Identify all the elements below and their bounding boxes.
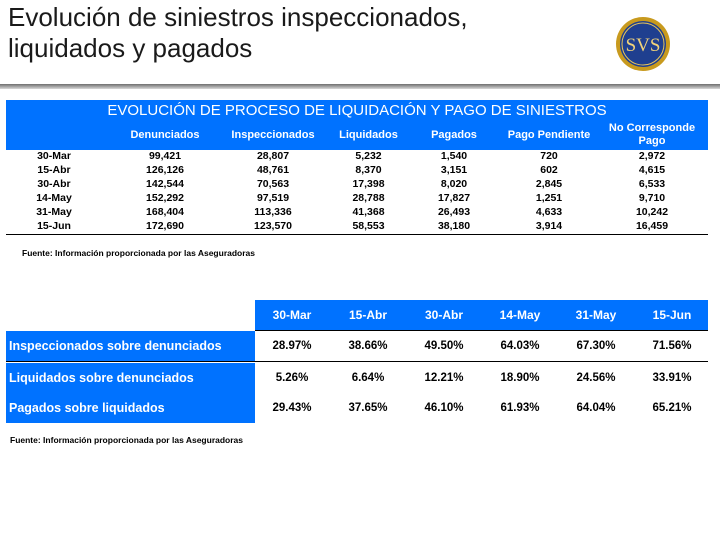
cell: 28,807 <box>256 150 290 162</box>
logo-text: SVS <box>625 35 661 56</box>
row-date: 15-Jun <box>37 220 71 232</box>
table2-source-note: Fuente: Información proporcionada por las Aseguradoras <box>10 435 243 445</box>
col-header: Liquidados <box>339 129 398 141</box>
cell: 17,827 <box>437 192 471 204</box>
ratio-cell: 6.64% <box>351 372 385 384</box>
cell: 2,845 <box>535 178 563 190</box>
ratio-cell: 67.30% <box>576 340 616 352</box>
process-table-body <box>6 150 708 235</box>
ratio-cell: 12.21% <box>424 372 464 384</box>
process-table-header <box>6 100 708 150</box>
title-text <box>8 2 468 64</box>
table-row <box>6 150 708 164</box>
cell: 16,459 <box>635 220 669 232</box>
cell: 1,251 <box>535 192 563 204</box>
cell: 152,292 <box>146 192 184 204</box>
cell: 1,540 <box>440 150 468 162</box>
cell: 10,242 <box>635 206 669 218</box>
table-row <box>6 164 708 178</box>
date-header: 15-Abr <box>348 308 387 322</box>
ratio-cell: 5.26% <box>275 372 309 384</box>
table-row <box>6 178 708 192</box>
ratio-cell: 49.50% <box>424 340 464 352</box>
cell: 172,690 <box>146 220 184 232</box>
row-date: 30-Mar <box>37 150 71 162</box>
ratio-cell: 71.56% <box>652 340 692 352</box>
cell: 113,336 <box>254 206 292 218</box>
ratio-cell: 65.21% <box>652 402 692 414</box>
row-date: 31-May <box>36 206 72 218</box>
cell: 8,370 <box>355 164 382 176</box>
cell: 8,020 <box>440 178 468 190</box>
ratio-cell: 46.10% <box>424 402 464 414</box>
date-header: 30-Mar <box>272 308 312 322</box>
cell: 58,553 <box>352 220 385 232</box>
cell: 48,761 <box>256 164 290 176</box>
row-date: 30-Abr <box>37 178 71 190</box>
cell: 5,232 <box>355 150 382 162</box>
svs-logo <box>613 14 673 74</box>
ratio-cell: 28.97% <box>272 340 312 352</box>
ratio-cell: 61.93% <box>500 402 540 414</box>
ratio-table-header <box>255 300 708 330</box>
cell: 123,570 <box>254 220 292 232</box>
ratio-cell: 18.90% <box>500 372 540 384</box>
cell: 41,368 <box>352 206 385 218</box>
title-divider <box>0 84 720 89</box>
cell: 142,544 <box>146 178 184 190</box>
row-label: Inspeccionados sobre denunciados <box>6 331 255 361</box>
col-header: No Corresponde Pago <box>608 122 696 147</box>
row-rule <box>6 361 708 362</box>
table-row <box>6 206 708 220</box>
col-header: Pago Pendiente <box>507 129 591 141</box>
cell: 3,914 <box>535 220 563 232</box>
row-label: Liquidados sobre denunciados <box>6 363 255 393</box>
cell: 4,633 <box>535 206 563 218</box>
date-header: 15-Jun <box>652 308 692 322</box>
cell: 38,180 <box>437 220 471 232</box>
cell: 70,563 <box>256 178 290 190</box>
table-row <box>6 192 708 206</box>
ratio-table <box>6 300 708 426</box>
cell: 4,615 <box>638 164 666 176</box>
process-table-title: EVOLUCIÓN DE PROCESO DE LIQUIDACIÓN Y PAGO DE SINIESTROS <box>107 102 607 119</box>
cell: 720 <box>540 150 558 162</box>
ratio-cell: 37.65% <box>348 402 388 414</box>
row-date: 15-Abr <box>37 164 71 176</box>
table-row <box>6 220 708 234</box>
ratio-cell: 64.03% <box>500 340 540 352</box>
cell: 168,404 <box>146 206 184 218</box>
cell: 9,710 <box>638 192 666 204</box>
row-date: 14-May <box>36 192 72 204</box>
col-header: Denunciados <box>130 129 200 141</box>
header-rule <box>255 330 708 331</box>
cell: 99,421 <box>148 150 182 162</box>
cell: 28,788 <box>352 192 385 204</box>
ratio-cell: 64.04% <box>576 402 616 414</box>
cell: 126,126 <box>146 164 184 176</box>
cell: 602 <box>540 164 558 176</box>
cell: 3,151 <box>440 164 468 176</box>
cell: 2,972 <box>638 150 666 162</box>
date-header: 30-Abr <box>424 308 463 322</box>
ratio-cell: 38.66% <box>348 340 388 352</box>
cell: 17,398 <box>352 178 385 190</box>
process-table <box>6 100 708 235</box>
table1-source-note: Fuente: Información proporcionada por las Aseguradoras <box>22 248 255 258</box>
title-line-2: liquidados y pagados <box>8 33 253 63</box>
ratio-cell: 24.56% <box>576 372 616 384</box>
col-header: Inspeccionados <box>231 129 315 141</box>
cell: 97,519 <box>256 192 290 204</box>
cell: 6,533 <box>638 178 666 190</box>
date-header: 31-May <box>575 308 617 322</box>
col-header: Pagados <box>431 129 477 141</box>
ratio-cell: 29.43% <box>272 402 312 414</box>
row-label: Pagados sobre liquidados <box>6 393 255 423</box>
ratio-cell: 33.91% <box>652 372 692 384</box>
title-line-1: Evolución de siniestros inspeccionados, <box>8 2 468 32</box>
date-header: 14-May <box>499 308 541 322</box>
cell: 26,493 <box>437 206 471 218</box>
